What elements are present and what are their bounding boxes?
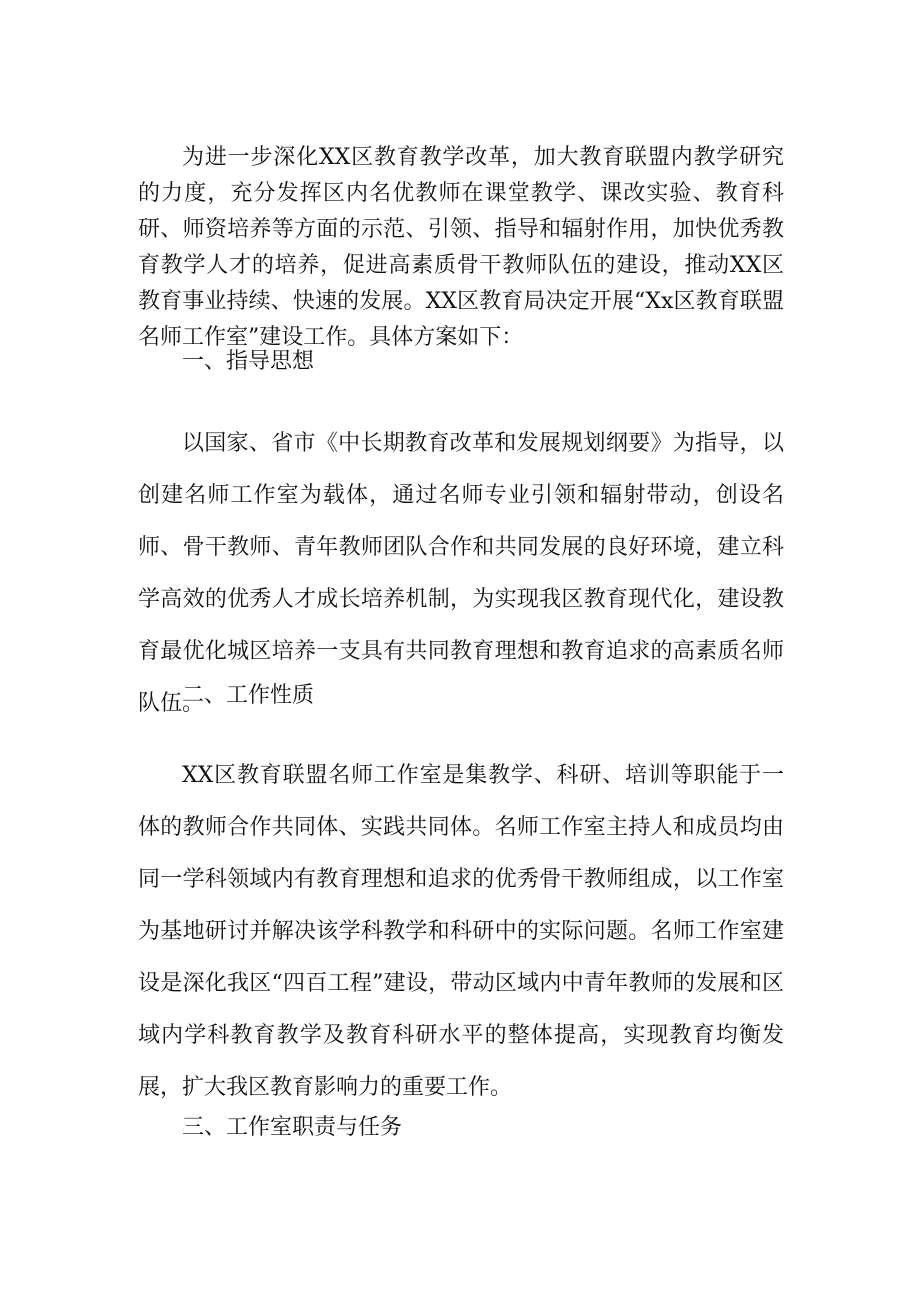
section-body-work-nature: XX区教育联盟名师工作室是集教学、科研、培训等职能于一体的教师合作共同体、实践共同体。名师工作室主持人和成员均由同一学科领域内有教育理想和追求的优秀骨干教师组成，以工作室为基地研讨并解决该学科教学和科研中的实际问题。名师工作室建设是深化我区“四百工程”建设，带动区域内中青年教师的发展和区域内学科教育教学及教育科研水平的整体提高，实现教育均衡发展，扩大我区教育影响力的重要工作。 (138, 763, 784, 1100)
section-heading-duties-tasks: 三、工作室职责与任务 (182, 1115, 403, 1140)
section-heading-work-nature: 二、工作性质 (182, 683, 315, 708)
intro-paragraph: 为进一步深化XX区教育教学改革，加大教育联盟内教学研究的力度，充分发挥区内名优教师在课堂教学、课改实验、教育科研、师资培养等方面的示范、引领、指导和辐射作用，加快优秀教育教学人才的培养，促进高素质骨干教师队伍的建设，推动XX区教育事业持续、快速的发展。XX区教育局决定开展“Xx区教育联盟名师工作室”建设工作。具体方案如下： (138, 145, 784, 350)
section-body-guiding-ideology: 以国家、省市《中长期教育改革和发展规划纲要》为指导，以创建名师工作室为载体，通过名师专业引领和辐射带动，创设名师、骨干教师、青年教师团队合作和共同发展的良好环境，建立科学高效的优秀人才成长培养机制，为实现我区教育现代化，建设教育最优化城区培养一支具有共同教育理想和教育追求的高素质名师队伍。 (138, 431, 784, 716)
section-heading-guiding-ideology: 一、指导思想 (182, 349, 315, 374)
